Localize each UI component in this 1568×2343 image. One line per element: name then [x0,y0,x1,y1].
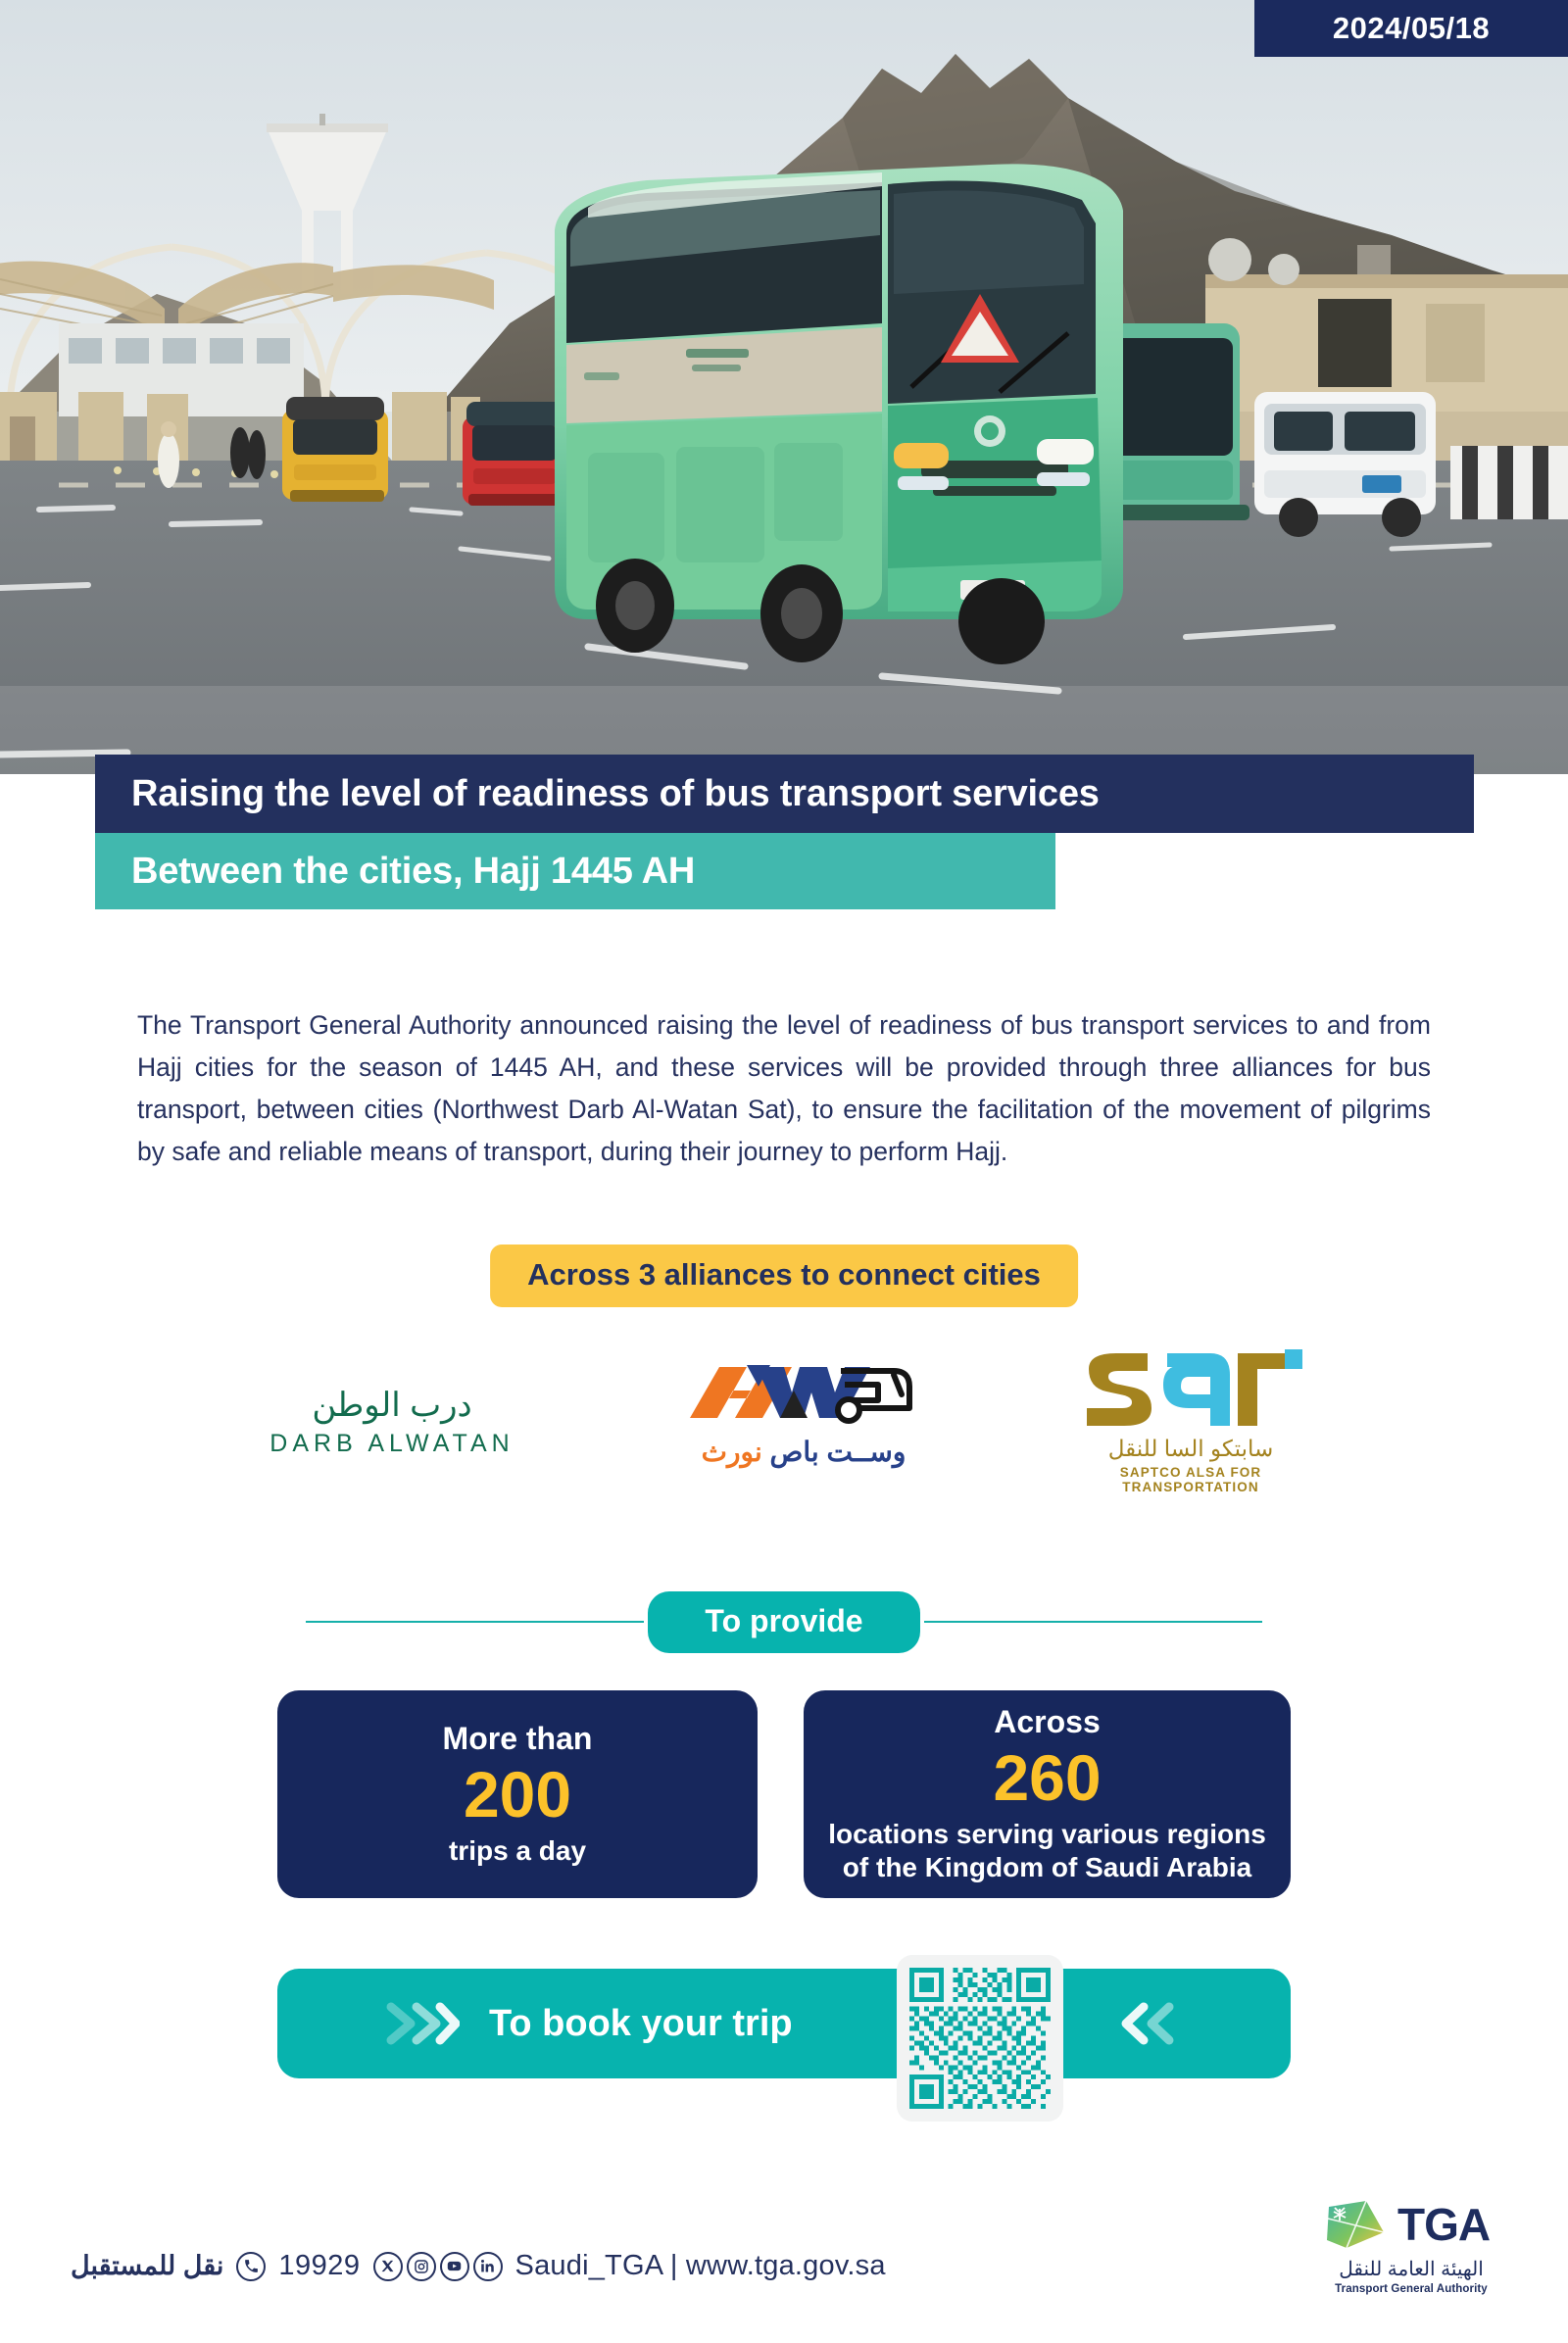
sat-english-text: SAPTCO ALSA FOR TRANSPORTATION [1119,1465,1262,1494]
darb-arabic-text: درب الوطن [312,1387,472,1424]
footer-phone: 19929 [278,2250,361,2281]
title-line-1: Raising the level of readiness of bus transport services [131,772,1100,814]
footer [0,2166,1568,2343]
tga-logo-top [1323,2199,1499,2250]
alliance-logos [0,1347,1568,1543]
youtube-icon[interactable] [440,2252,469,2281]
cta-section [0,1955,1568,2092]
provide-label: To provide [648,1591,919,1653]
stat-cards [0,1690,1568,1901]
provide-divider [0,1587,1568,1656]
alliances-badge: Across 3 alliances to connect cities [490,1245,1078,1307]
instagram-icon[interactable] [407,2252,436,2281]
phone-icon [236,2252,266,2281]
stat-card-trips-number: 200 [463,1757,572,1830]
stat-card-locations [804,1690,1291,1898]
title-banner-secondary [95,833,1055,909]
tga-wordmark: TGA [1397,2199,1491,2250]
logo-darb-alwatan [235,1347,549,1458]
stat-card-trips-top: More than [442,1721,593,1757]
stat-card-locations-number: 260 [993,1740,1102,1814]
tga-english-name: Transport General Authority [1335,2283,1488,2295]
book-trip-button[interactable] [277,1969,1291,2078]
divider-line-left [306,1621,644,1623]
footer-socials [373,2252,503,2281]
sat-wordmark [1073,1347,1308,1432]
qr-code[interactable] [897,1955,1063,2122]
northwest-bus-arabic [657,1436,951,1468]
book-trip-label: To book your trip [489,2002,793,2044]
linkedin-icon[interactable] [473,2252,503,2281]
title-banner-primary [95,755,1474,833]
qr-code-image [909,1968,1051,2109]
northwest-bus-mark [686,1347,921,1428]
divider-line-right [924,1621,1262,1623]
body-paragraph: The Transport General Authority announced raising the level of readiness of bus transport services to and from Hajj cities for the season of 1445 AH, and these services will be provided through three alliances for bus transport, between cities (Northwest Darb Al-Watan Sat), to ensure the facilitation of the movement of pilgrims by safe and reliable means of transport, during their journey to perform Hajj. [137,1010,1431,1166]
x-icon[interactable] [373,2252,403,2281]
stat-card-trips-bottom: trips a day [448,1834,587,1866]
title-line-2: Between the cities, Hajj 1445 AH [131,850,696,892]
hero-photo-illustration [0,0,1568,774]
nwb-arabic-navy: وســت باص [769,1437,906,1467]
date-badge: 2024/05/18 [1254,0,1568,57]
stat-card-trips [277,1690,758,1898]
nwb-arabic-orange: نورث [701,1437,762,1467]
tga-logo [1323,2199,1499,2295]
footer-contact [71,2250,886,2282]
hero-image [0,0,1568,774]
stat-card-locations-bottom: locations serving various regions of the Kingdom of Saudi Arabia [828,1818,1266,1882]
chevron-right-icon [383,1997,460,2050]
darb-english-text: DARB ALWATAN [270,1430,514,1457]
chevron-left-icon [1114,1997,1183,2050]
footer-tagline: نقل للمستقبل [71,2251,224,2280]
stat-card-locations-top: Across [994,1704,1101,1739]
sat-arabic-text: سابتكو السا للنقل [1107,1436,1274,1461]
logo-northwest-bus [657,1347,951,1468]
tga-arabic-name: الهيئة العامة للنقل [1339,2259,1484,2280]
logo-sat [1054,1347,1328,1494]
tga-mark-icon [1323,2199,1388,2250]
footer-handle: Saudi_TGA | www.tga.gov.sa [514,2250,886,2281]
